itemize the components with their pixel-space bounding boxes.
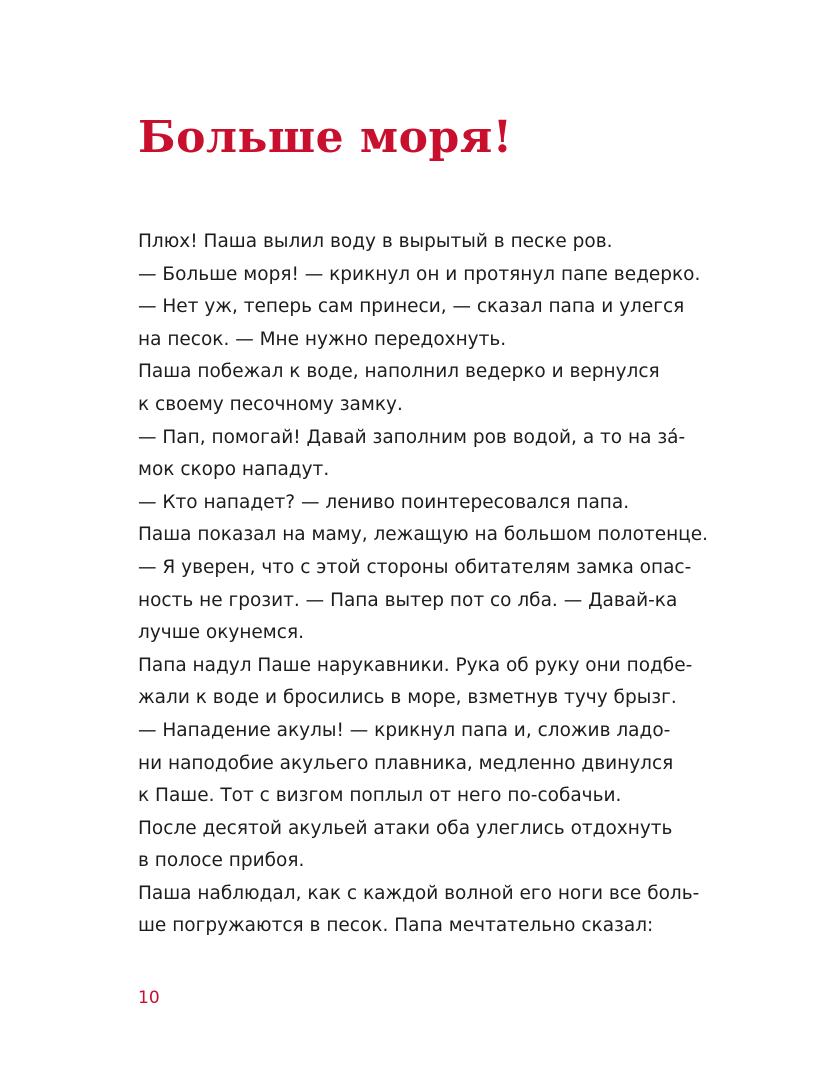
text-line: После десятой акульей атаки оба улеглись отдохнуть: [138, 817, 673, 839]
text-line: — Больше моря! — крикнул он и протянул папе ведерко.: [138, 263, 701, 285]
text-line: Паша показал на маму, лежащую на большом полотенце.: [138, 524, 709, 546]
text-line: Плюх! Паша вылил воду в вырытый в песке ров.: [138, 231, 613, 252]
chapter-title: Больше моря!: [138, 112, 513, 163]
text-line: — Пап, помогай! Давай заполним ров водой, а то на за́-: [138, 426, 686, 448]
text-line: Папа надул Паше нарукавники. Рука об руку они подбе-: [138, 654, 693, 676]
text-line: лучше окунемся.: [138, 622, 304, 644]
text-line: мок скоро нападут.: [138, 459, 330, 481]
text-line: — Нападение акулы! — крикнул папа и, сложив ладо-: [138, 719, 671, 741]
page-number: 10: [138, 988, 160, 1008]
text-line: в полосе прибоя.: [138, 850, 305, 872]
text-line: Паша побежал к воде, наполнил ведерко и вернулся: [138, 361, 660, 383]
text-line: на песок. — Мне нужно передохнуть.: [138, 328, 507, 350]
text-line: Паша наблюдал, как с каждой волной его ноги все боль-: [138, 882, 700, 904]
text-line: к Паше. Тот с визгом поплыл от него по-собачьи.: [138, 785, 622, 807]
text-line: к своему песочному замку.: [138, 393, 403, 415]
text-line: — Кто нападет? — лениво поинтересовался папа.: [138, 491, 630, 513]
story-text: [138, 226, 758, 943]
text-line: жали к воде и бросились в море, взметнув тучу брызг.: [138, 687, 677, 709]
text-line: — Нет уж, теперь сам принеси, — сказал папа и улегся: [138, 296, 685, 318]
text-line: ни наподобие акульего плавника, медленно двинулся: [138, 752, 674, 774]
text-line: — Я уверен, что с этой стороны обитателям замка опас-: [138, 556, 692, 578]
text-line: ше погружаются в песок. Папа мечтательно сказал:: [138, 915, 654, 937]
text-line: ность не грозит. — Папа вытер пот со лба. — Давай-ка: [138, 589, 678, 611]
